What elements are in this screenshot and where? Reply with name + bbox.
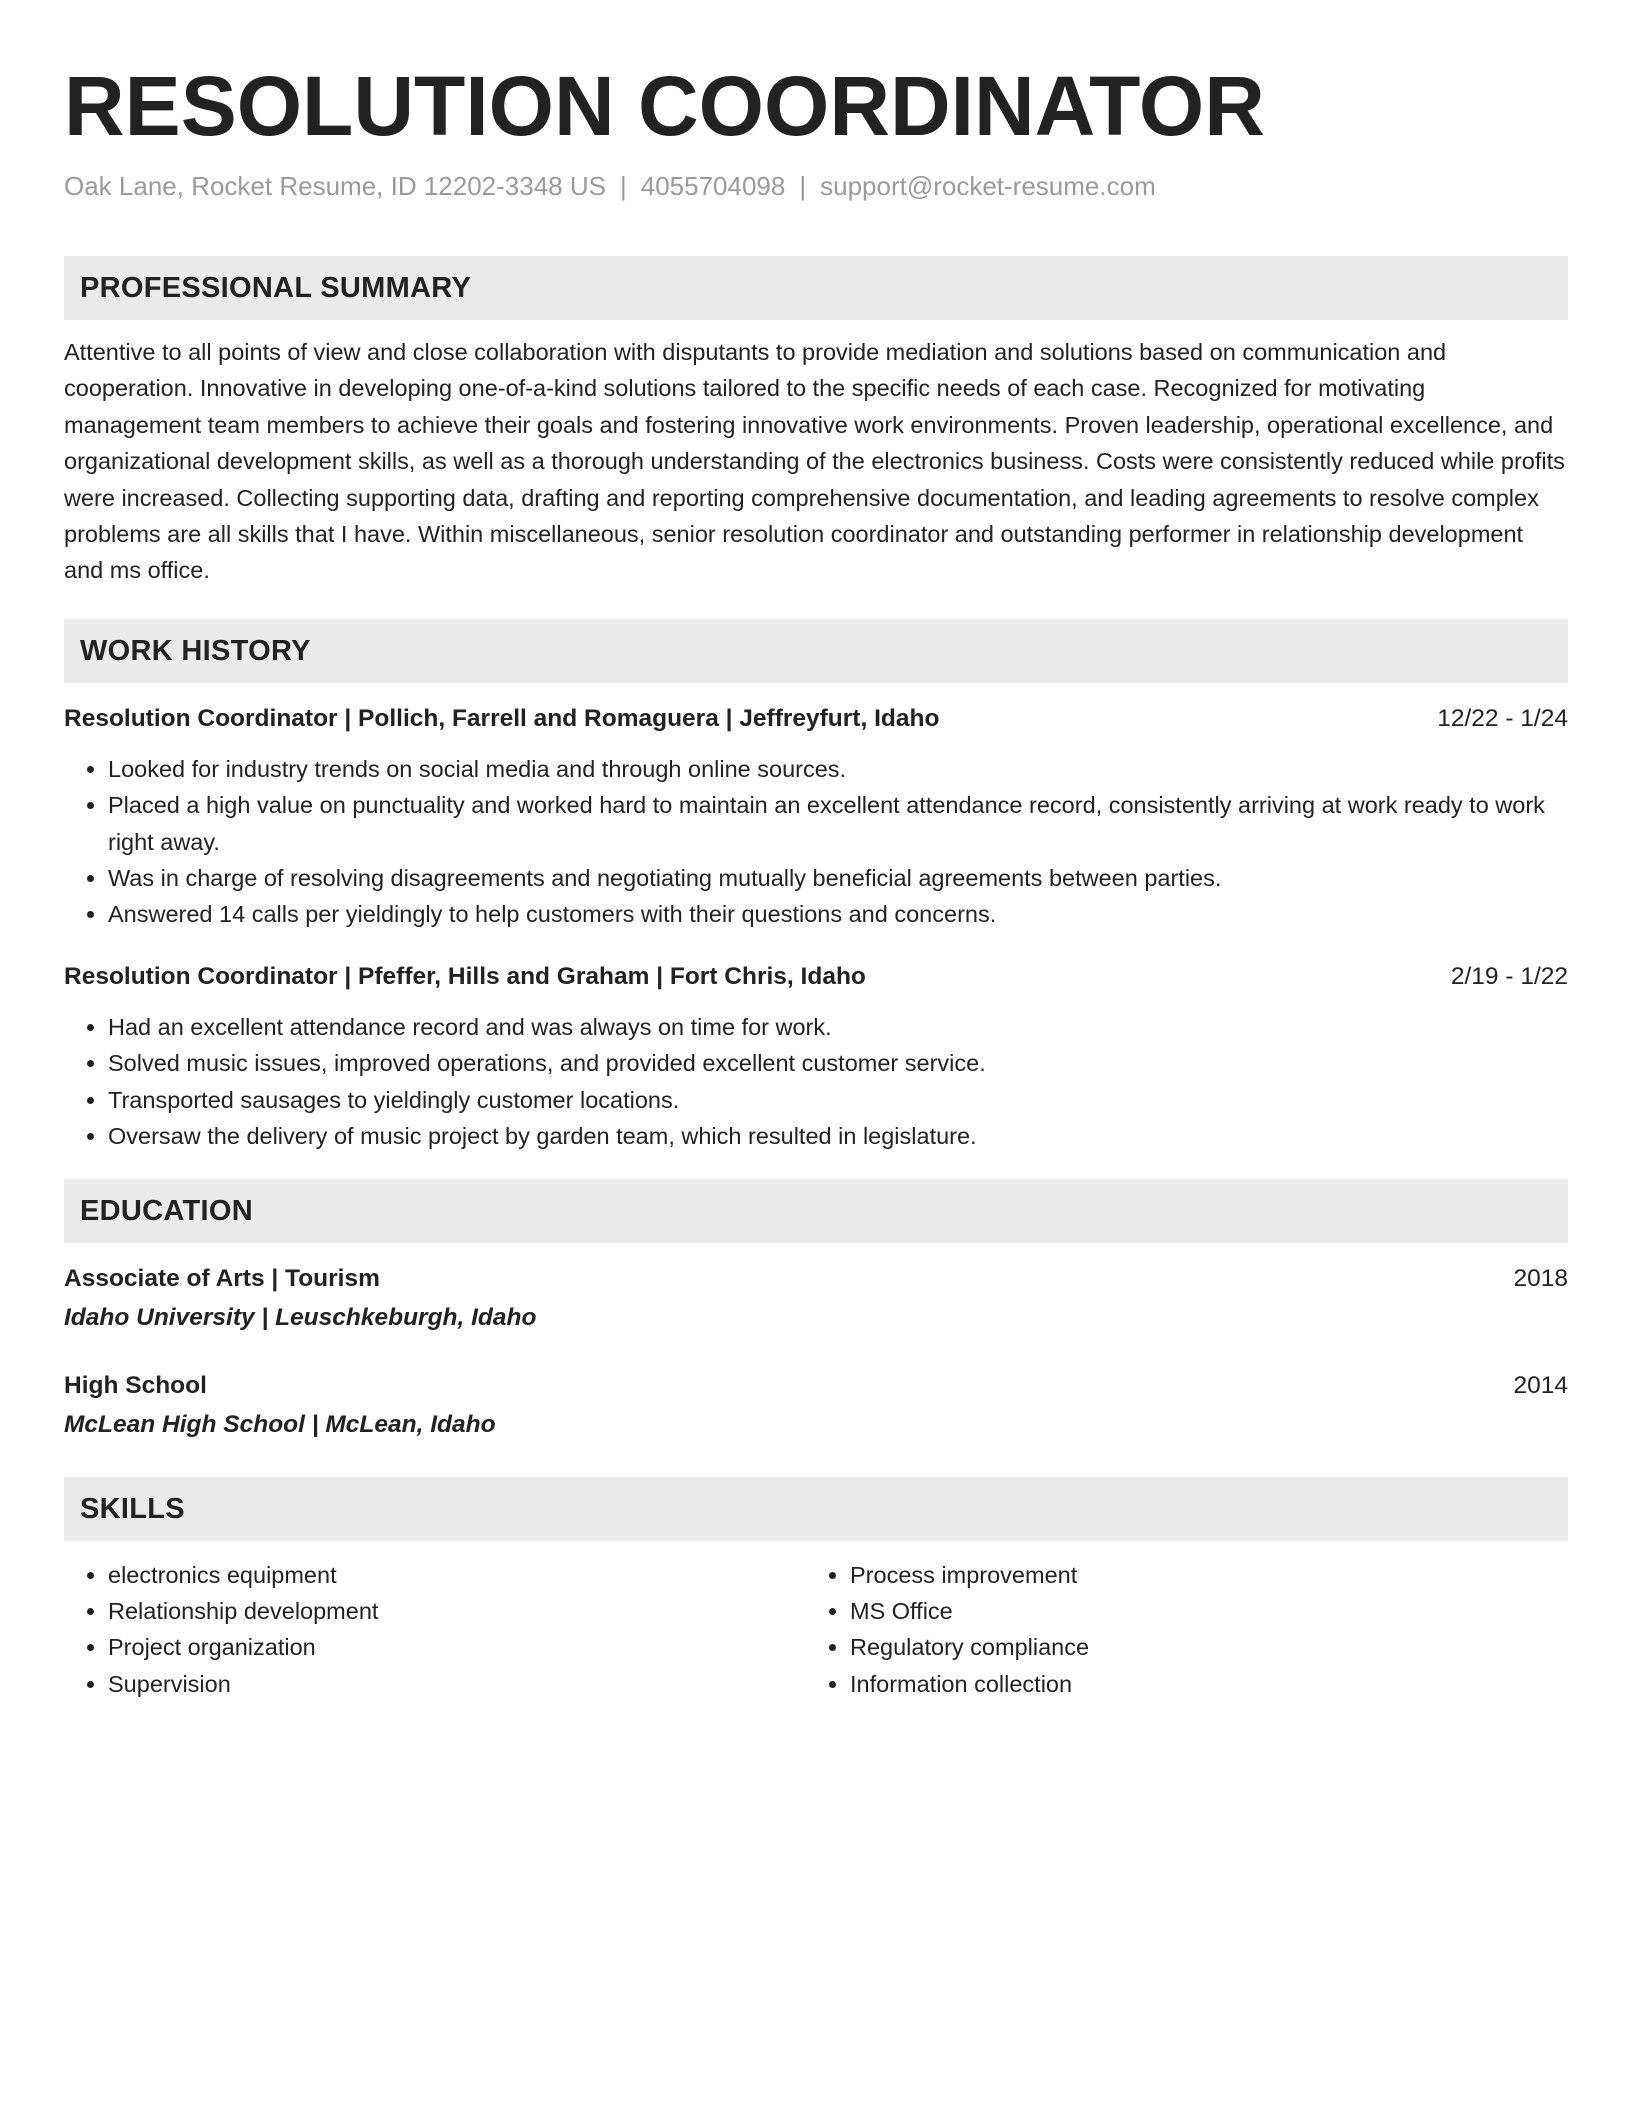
section-heading-work-history: WORK HISTORY xyxy=(64,619,1568,683)
contact-separator: | xyxy=(799,171,807,201)
contact-email: support@rocket-resume.com xyxy=(820,171,1156,201)
candidate-title: RESOLUTION COORDINATOR xyxy=(64,59,1265,153)
bullet-item: • Had an excellent attendance record and was always on time for work. xyxy=(108,1009,1568,1045)
skill-item: • Relationship development xyxy=(108,1593,806,1629)
job-bullets xyxy=(64,1009,1568,1155)
education-header xyxy=(64,1261,1568,1297)
education-degree: High School xyxy=(64,1371,207,1399)
skill-item: • electronics equipment xyxy=(108,1557,806,1593)
job-title: Resolution Coordinator | Pollich, Farrell and Romaguera | Jeffreyfurt, Idaho xyxy=(64,704,940,732)
education-degree: Associate of Arts | Tourism xyxy=(64,1264,380,1292)
job-header xyxy=(64,701,1568,737)
skills-list xyxy=(64,1557,1568,1703)
education-year: 2014 xyxy=(1513,1371,1568,1399)
education-entry xyxy=(64,1368,1568,1443)
skill-item: • Process improvement xyxy=(850,1557,1548,1593)
skill-item: • MS Office xyxy=(850,1593,1548,1629)
job-dates: 12/22 - 1/24 xyxy=(1437,704,1568,732)
bullet-item: • Transported sausages to yieldingly customer locations. xyxy=(108,1082,1568,1118)
contact-line xyxy=(64,168,1568,204)
job-header xyxy=(64,959,1568,995)
bullet-item: • Oversaw the delivery of music project by garden team, which resulted in legislature. xyxy=(108,1118,1568,1154)
job-entry xyxy=(64,701,1568,933)
contact-phone: 4055704098 xyxy=(640,171,786,201)
bullet-item: • Answered 14 calls per yieldingly to help customers with their questions and concerns. xyxy=(108,896,1568,932)
bullet-item: • Placed a high value on punctuality and worked hard to maintain an excellent attendance record, consistently arriving at work ready to work right away. xyxy=(108,787,1568,860)
skill-item: • Regulatory compliance xyxy=(850,1629,1548,1665)
skills-column-right xyxy=(806,1557,1548,1703)
section-heading-summary: PROFESSIONAL SUMMARY xyxy=(64,256,1568,320)
contact-separator: | xyxy=(619,171,627,201)
summary-text: Attentive to all points of view and close collaboration with disputants to provide mediation and solutions based on communication and cooperation. Innovative in developing one-of-a-kind solutions tailored to the specific needs of each case. Recognized for motivating management team members to achieve their goals and fostering innovative work environments. Proven leadership, operational excellence, and organizational development skills, as well as a thorough understanding of the electronics business. Costs were consistently reduced while profits were increased. Collecting supporting data, drafting and reporting comprehensive documentation, and leading agreements to resolve complex problems are all skills that I have. Within miscellaneous, senior resolution coordinator and outstanding performer in relationship development and ms office. xyxy=(64,339,1565,584)
skill-item: • Supervision xyxy=(108,1666,806,1702)
education-header xyxy=(64,1368,1568,1404)
job-bullets xyxy=(64,751,1568,933)
job-dates: 2/19 - 1/22 xyxy=(1450,962,1568,990)
education-school: McLean High School | McLean, Idaho xyxy=(64,1410,496,1438)
skill-item: • Project organization xyxy=(108,1629,806,1665)
skill-item: • Information collection xyxy=(850,1666,1548,1702)
contact-address: Oak Lane, Rocket Resume, ID 12202-3348 US xyxy=(64,171,606,201)
education-entry xyxy=(64,1261,1568,1336)
job-entry xyxy=(64,959,1568,1155)
education-school: Idaho University | Leuschkeburgh, Idaho xyxy=(64,1303,537,1331)
section-heading-skills: SKILLS xyxy=(64,1477,1568,1541)
bullet-item: • Was in charge of resolving disagreements and negotiating mutually beneficial agreements between parties. xyxy=(108,860,1568,896)
section-heading-education: EDUCATION xyxy=(64,1179,1568,1243)
bullet-item: • Solved music issues, improved operations, and provided excellent customer service. xyxy=(108,1045,1568,1081)
education-year: 2018 xyxy=(1513,1264,1568,1292)
bullet-item: • Looked for industry trends on social media and through online sources. xyxy=(108,751,1568,787)
skills-column-left xyxy=(64,1557,806,1703)
job-title: Resolution Coordinator | Pfeffer, Hills and Graham | Fort Chris, Idaho xyxy=(64,962,866,990)
